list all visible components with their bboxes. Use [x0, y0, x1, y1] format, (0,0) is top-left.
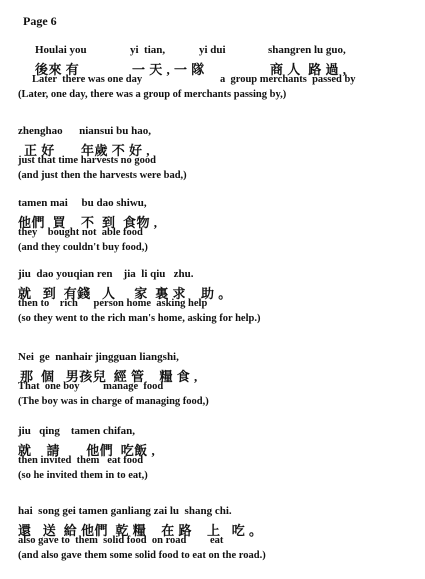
gloss-segment: a group merchants passed by [220, 74, 356, 85]
page-label: Page 6 [23, 14, 57, 28]
hanzi-segment: 商 人 路 過 , [270, 62, 347, 77]
gloss-segment: Later there was one day [32, 74, 143, 85]
pinyin-segment: tamen mai bu dao shiwu, [18, 197, 147, 209]
translation-line: (and just then the harvests were bad,) [18, 170, 187, 181]
translation-line: (The boy was in charge of managing food,) [18, 396, 209, 407]
hanzi-segment: 正 好 年歲 不 好 , [24, 143, 151, 158]
pinyin-segment: Nei ge nanhair jingguan liangshi, [18, 351, 179, 363]
hanzi-segment: 就 到 有錢 人 家 裏 求 助 。 [18, 286, 232, 301]
translation-line: (and also gave them some solid food to eat on the road.) [18, 550, 266, 561]
hanzi-segment: 後來 有 [35, 62, 80, 77]
pinyin-segment: shangren lu guo, [268, 44, 346, 56]
pinyin-segment: yi tian, [130, 44, 166, 56]
gloss-segment: they bought not able food [18, 227, 143, 238]
gloss-segment: then invited them eat food [18, 455, 144, 466]
pinyin-segment: yi dui [199, 44, 226, 56]
gloss-segment: then to rich person home asking help [18, 298, 208, 309]
hanzi-segment: 他們 買 不 到 食物 , [18, 215, 158, 230]
pinyin-segment: Houlai you [35, 44, 87, 56]
pinyin-segment: jiu qing tamen chifan, [18, 425, 136, 437]
translation-line: (so he invited them in to eat,) [18, 470, 148, 481]
hanzi-segment: 那 個 男孩兒 經 管 糧 食 , [20, 369, 198, 384]
gloss-segment: also gave to them solid food on road eat [18, 535, 224, 546]
pinyin-segment: hai song gei tamen ganliang zai lu shang chi. [18, 505, 232, 517]
translation-line: (and they couldn't buy food,) [18, 242, 148, 253]
hanzi-segment: 還 送 給 他們 乾 糧 在 路 上 吃 。 [18, 523, 263, 538]
translation-line: (so they went to the rich man's home, asking for help.) [18, 313, 261, 324]
pinyin-segment: jiu dao youqian ren jia li qiu zhu. [18, 268, 194, 280]
hanzi-segment: 一 天 , 一 隊 [132, 62, 205, 77]
translation-line: (Later, one day, there was a group of merchants passing by,) [18, 89, 287, 100]
pinyin-segment: zhenghao niansui bu hao, [18, 125, 151, 137]
gloss-segment: just that time harvests no good [18, 155, 156, 166]
hanzi-segment: 就 請 他們 吃飯 , [18, 443, 156, 458]
gloss-segment: That one boy manage food [18, 381, 164, 392]
